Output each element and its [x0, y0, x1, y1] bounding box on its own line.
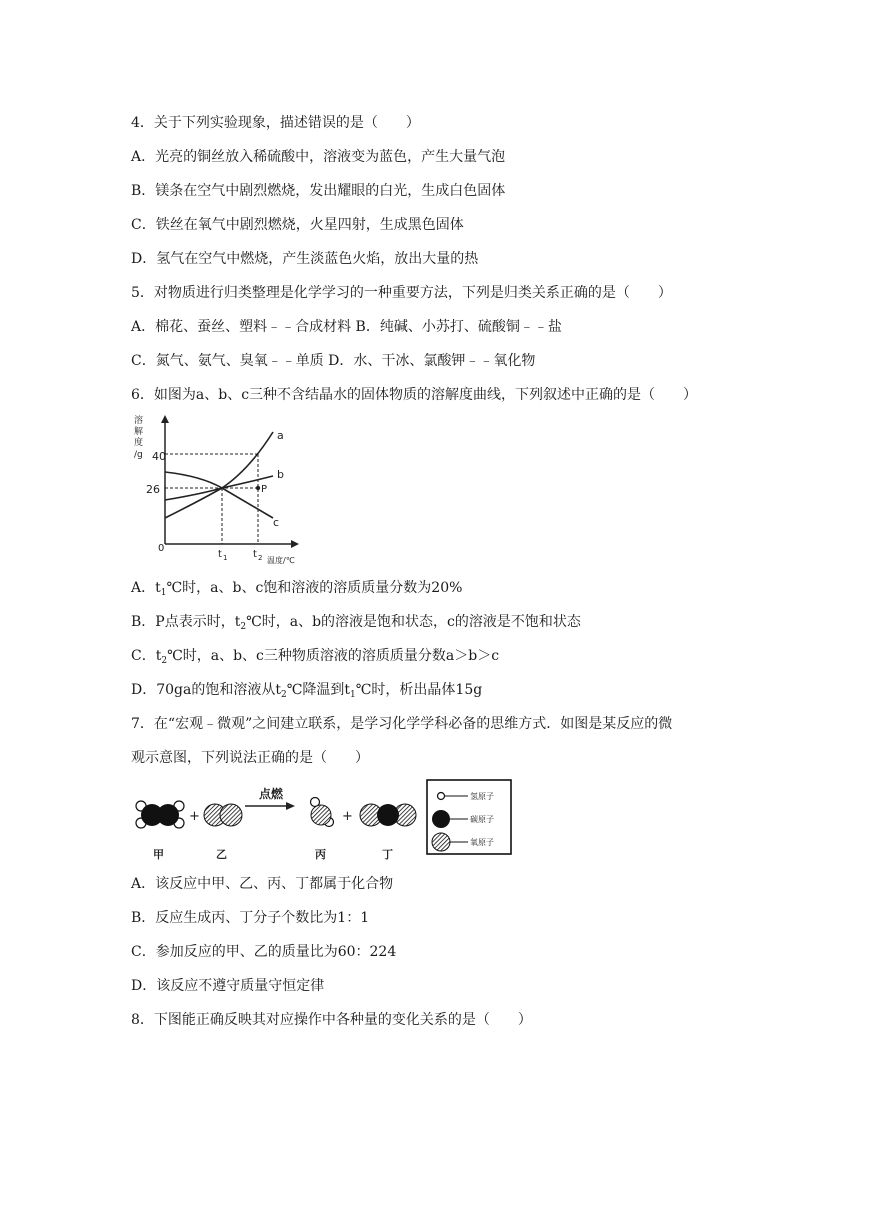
- curve-c: [165, 472, 273, 518]
- molecule-yi: [204, 804, 242, 826]
- question-6-option-a[interactable]: A．$t_1℃$时，a、b、c饱和溶液的溶质质量分数为20%: [131, 580, 463, 598]
- point-p-label: P: [261, 484, 268, 495]
- y-axis-label-1: 溶: [134, 416, 144, 426]
- x-tick-t2: t: [253, 549, 257, 560]
- y-axis-label-4: /g: [134, 450, 143, 460]
- question-7-option-d[interactable]: D．该反应不遵守质量守恒定律: [131, 978, 325, 994]
- species-label-bing: 丙: [315, 848, 326, 861]
- y-axis-label-2: 解: [134, 427, 144, 437]
- molecule-ding: [360, 804, 416, 826]
- question-4-stem: 4．关于下列实验现象，描述错误的是（ ）: [131, 115, 420, 131]
- question-5-stem: 5．对物质进行归类整理是化学学习的一种重要方法，下列是归类关系正确的是（ ）: [131, 285, 672, 301]
- reaction-arrow-icon: [286, 802, 295, 810]
- curve-label-c: c: [273, 516, 280, 529]
- x-axis-arrow-icon: [291, 540, 299, 548]
- curve-label-a: a: [277, 429, 284, 442]
- legend-carbon-label: 碳原子: [470, 815, 494, 824]
- question-5-options-ab[interactable]: A．棉花、蚕丝、塑料﹣﹣合成材料 B．纯碱、小苏打、硫酸铜﹣﹣盐: [131, 319, 562, 335]
- x-tick-t2-sub: 2: [258, 554, 263, 562]
- y-axis-arrow-icon: [161, 415, 169, 423]
- solubility-curve-graph: [131, 410, 311, 570]
- question-6-option-b[interactable]: B．P点表示时，$t_2℃$时，a、b的溶液是饱和状态，c的溶液是不饱和状态: [131, 614, 581, 632]
- arrow-label: 点燃: [259, 787, 284, 801]
- legend-carbon-symbol: [432, 810, 450, 828]
- x-tick-t1-sub: 1: [223, 554, 228, 562]
- question-7-stem-line1: 7．在“宏观﹣微观”之间建立联系，是学习化学学科必备的思维方式．如图是某反应的微: [131, 716, 673, 732]
- question-4-option-b[interactable]: B．镁条在空气中剧烈燃烧，发出耀眼的白光，生成白色固体: [131, 183, 506, 199]
- question-7-option-c[interactable]: C．参加反应的甲、乙的质量比为60：224: [131, 944, 397, 960]
- reaction-microscopic-diagram: [131, 778, 516, 862]
- species-label-jia: 甲: [153, 848, 164, 861]
- molecule-bing: [311, 798, 334, 827]
- question-6-option-c[interactable]: C．$t_2℃$时，a、b、c三种物质溶液的溶质质量分数a＞b＞c: [131, 648, 500, 666]
- x-tick-t1: t: [218, 549, 222, 560]
- species-label-ding: 丁: [382, 848, 393, 861]
- molecule-jia: [136, 801, 184, 828]
- question-8-stem: 8．下图能正确反映其对应操作中各种量的变化关系的是（ ）: [131, 1012, 532, 1028]
- question-5-options-cd[interactable]: C．氮气、氨气、臭氧﹣﹣单质 D．水、干冰、氯酸钾﹣﹣氧化物: [131, 353, 536, 369]
- species-label-yi: 乙: [216, 848, 227, 861]
- question-7-option-b[interactable]: B．反应生成丙、丁分子个数比为1：1: [131, 910, 370, 926]
- question-7-stem-line2: 观示意图，下列说法正确的是（ ）: [131, 750, 369, 766]
- plus-sign-2: +: [342, 809, 353, 824]
- legend-hydrogen-label: 氢原子: [470, 792, 494, 801]
- point-p: [256, 486, 260, 490]
- legend-oxygen-symbol: [432, 833, 450, 851]
- curve-label-b: b: [277, 468, 284, 481]
- x-axis-label: 温度/℃: [267, 556, 295, 565]
- question-6-stem: 6．如图为a、b、c三种不含结晶水的固体物质的溶解度曲线，下列叙述中正确的是（ ）: [131, 387, 698, 403]
- y-tick-26: 26: [146, 483, 160, 496]
- legend-oxygen-label: 氧原子: [470, 838, 494, 847]
- question-6-option-d[interactable]: D．70ga的饱和溶液从$t_2℃$降温到$t_1℃$时，析出晶体15g: [131, 682, 483, 700]
- question-4-option-a[interactable]: A．光亮的铜丝放入稀硫酸中，溶液变为蓝色，产生大量气泡: [131, 149, 506, 165]
- origin-label: 0: [158, 543, 165, 554]
- legend-hydrogen-symbol: [438, 793, 445, 800]
- question-7-option-a[interactable]: A．该反应中甲、乙、丙、丁都属于化合物: [131, 876, 394, 892]
- y-tick-40: 40: [152, 450, 166, 463]
- y-axis-label-3: 度: [134, 438, 144, 448]
- plus-sign-1: +: [189, 809, 200, 824]
- question-4-option-d[interactable]: D．氢气在空气中燃烧，产生淡蓝色火焰，放出大量的热: [131, 251, 479, 267]
- question-4-option-c[interactable]: C．铁丝在氧气中剧烈燃烧，火星四射，生成黑色固体: [131, 217, 464, 233]
